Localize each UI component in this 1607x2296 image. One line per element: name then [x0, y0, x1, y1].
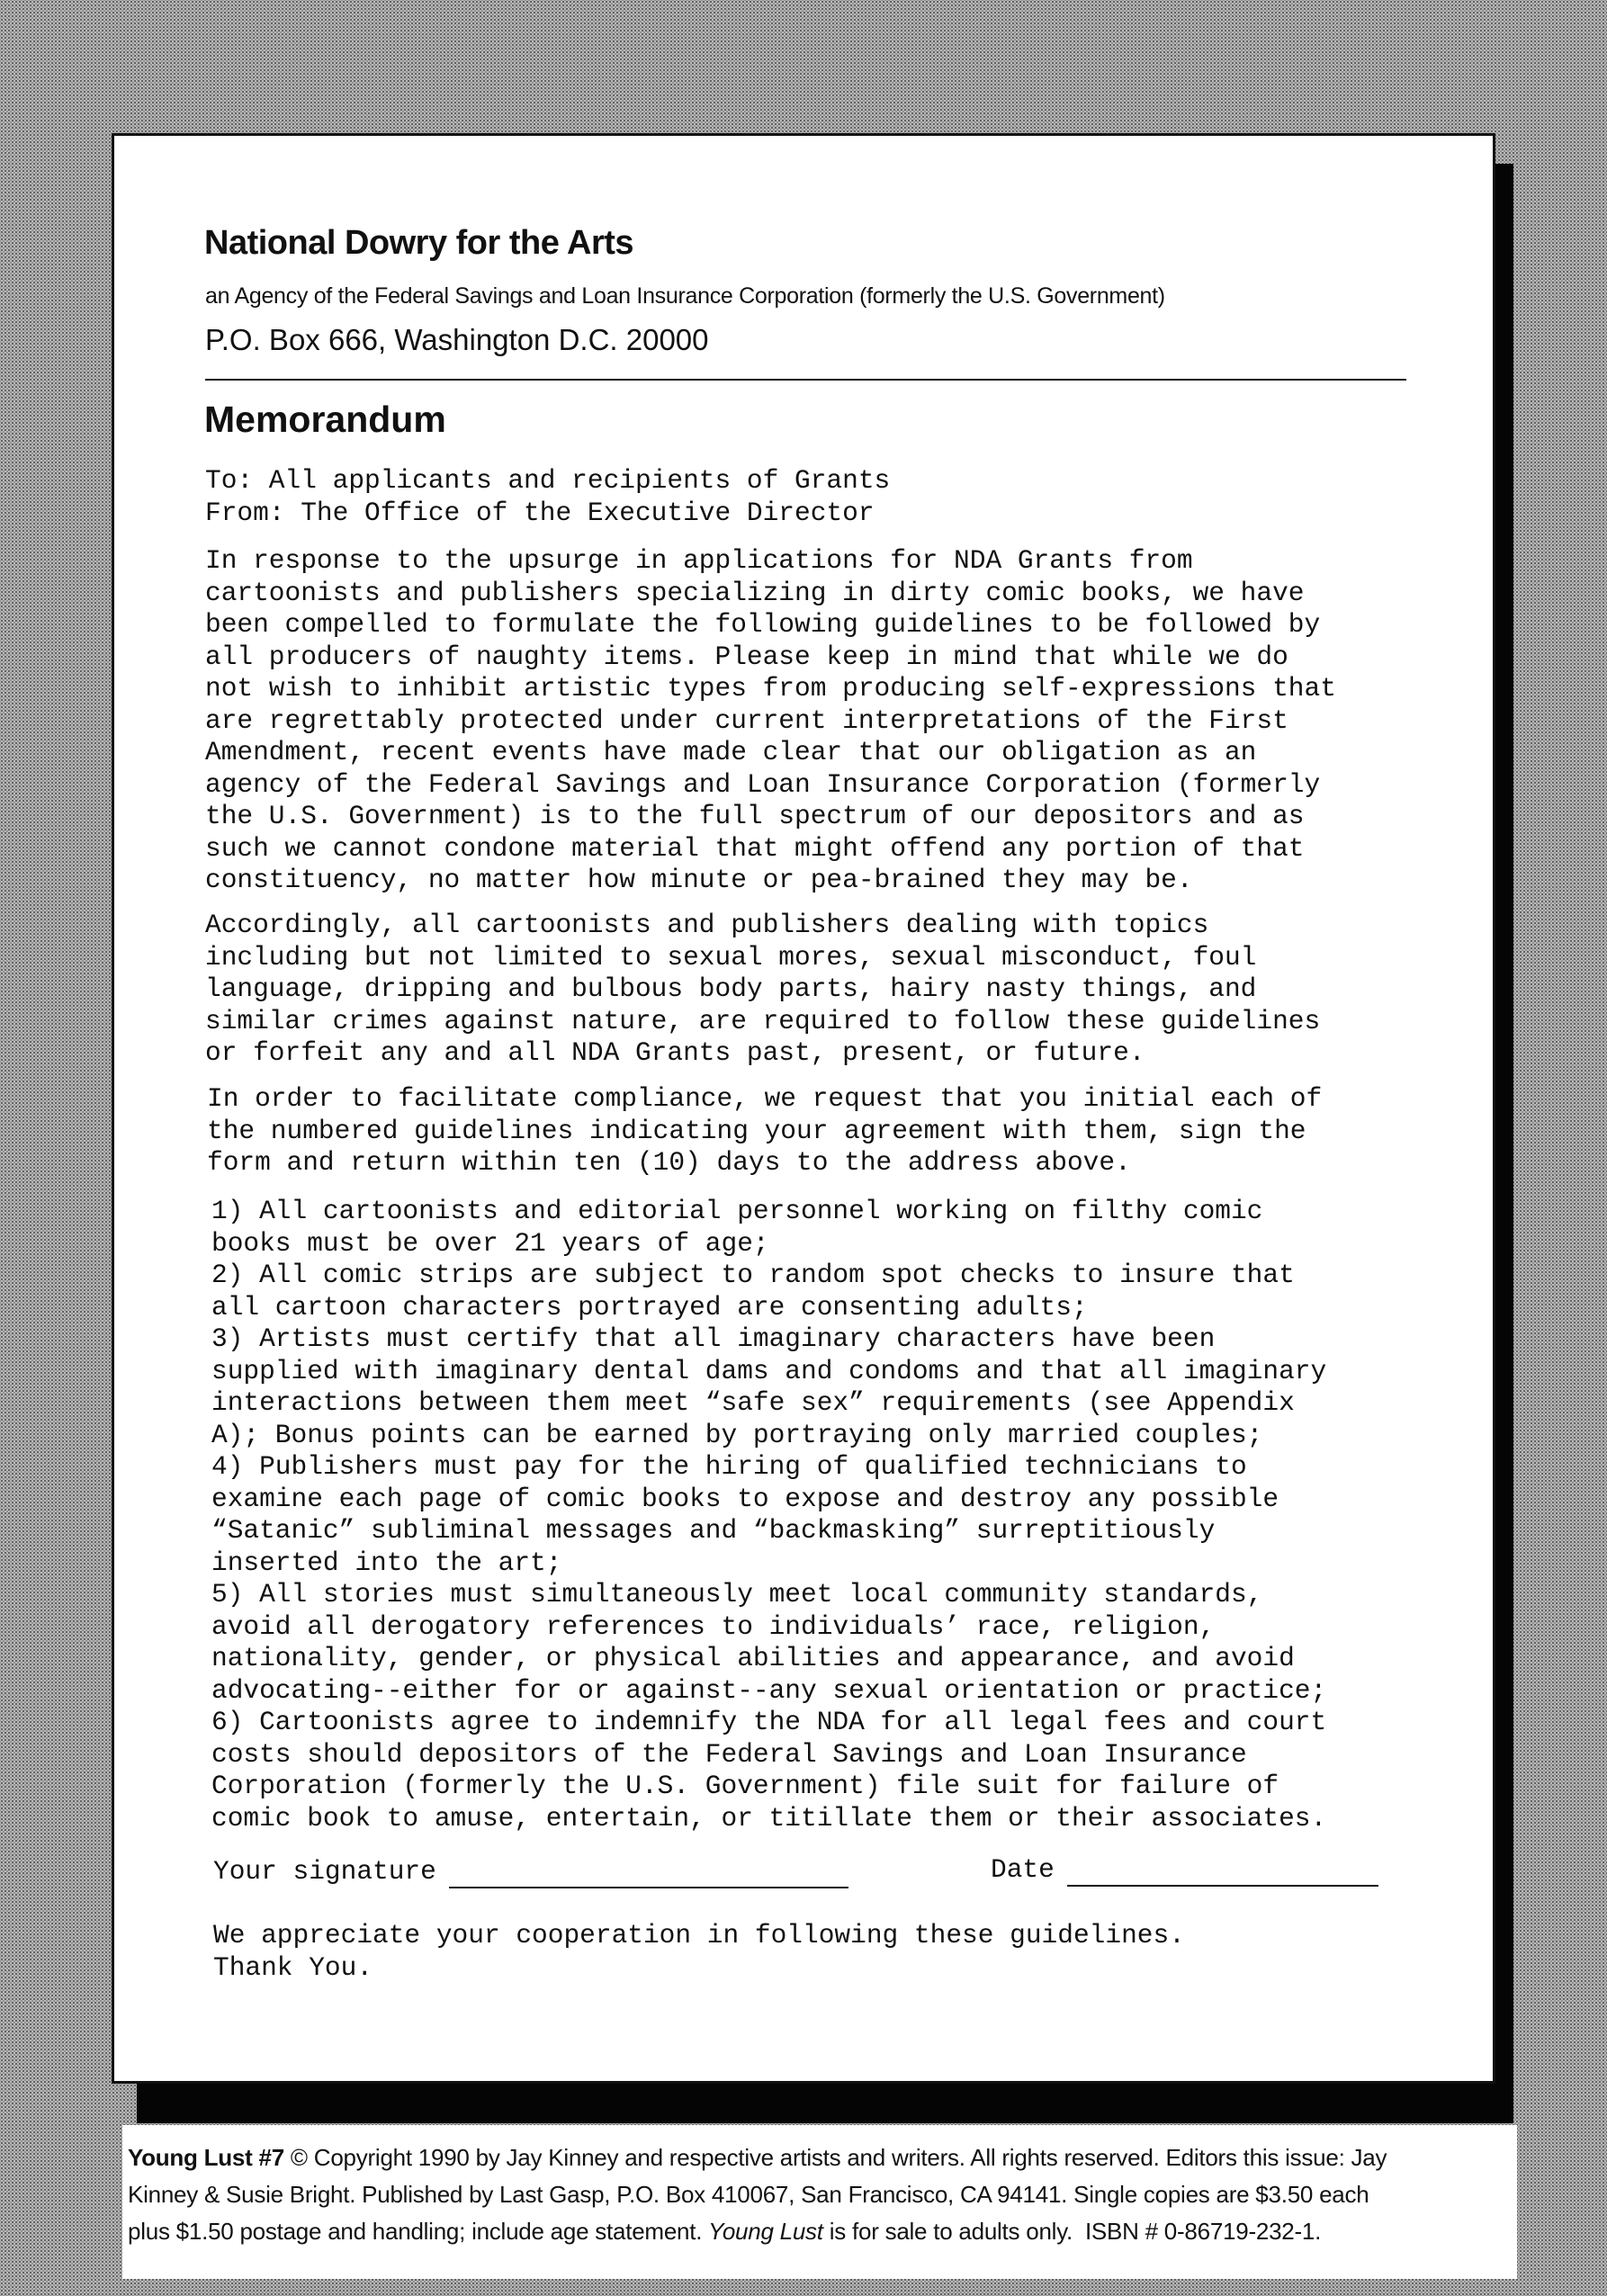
signature-field [213, 1856, 848, 1888]
colophon-box [122, 2125, 1517, 2279]
memo-routing: To: All applicants and recipients of Grants From: The Office of the Executive Director [205, 465, 891, 528]
memo-paragraph-scope: Accordingly, all cartoonists and publishers dealing with topics including but not limited to sexual mores, sexual misconduct, foul language, dripping and bulbous body parts, hairy nasty things, and similar crimes against nature, are required to follow these guidelines or forfeit any and all NDA Grants past, present, or future. [205, 910, 1321, 1068]
agency-address: P.O. Box 666, Washington D.C. 20000 [205, 323, 709, 356]
memo-paragraph-compliance: In order to facilitate compliance, we request that you initial each of the numbered guidelines indicating your agreement with them, sign the form and return within ten (10) days to the address above. [207, 1083, 1323, 1178]
memo-guidelines-list: 1) All cartoonists and editorial personnel working on filthy comic books must be over 21 years of age; 2) All comic strips are subject to random spot checks to insure that all cartoon characters portrayed are consenting adults; 3) Artists must certify that all imaginary characters have been supplied with imaginary dental dams and condoms and that all imaginary interactions between them meet “safe sex” requirements (see Appendix A); Bonus points can be earned by portraying only married couples; 4) Publishers must pay for the hiring of qualified technicians to examine each page of comic books to expose and destroy any possible “Satanic” subliminal messages and “backmasking” surreptitiously inserted into the art; 5) All stories must simultaneously meet local community standards, avoid all derogatory references to individuals’ race, religion, nationality, gender, or physical abilities and appearance, and avoid advocating--either for or against--any sexual orientation or practice; 6) Cartoonists agree to indemnify the NDA for all legal fees and court costs should depositors of the Federal Savings and Loan Insurance Corporation (formerly the U.S. Government) file suit for failure of comic book to amuse, entertain, or titillate them or their associates. [211, 1196, 1327, 1834]
colophon-text [128, 2139, 1517, 2250]
colophon-publisher: Kinney & Susie Bright. Published by Last Gasp, P.O. Box 410067, San Francisco, CA 94141. Single copies are $3.50 each [128, 2181, 1369, 2208]
agency-name: National Dowry for the Arts [204, 224, 634, 262]
colophon-copyright: © Copyright 1990 by Jay Kinney and respective artists and writers. All rights reserved. Editors this issue: Jay [283, 2144, 1387, 2171]
date-blank-line [1067, 1860, 1378, 1887]
signature-label: Your signature [213, 1856, 436, 1887]
agency-tagline: an Agency of the Federal Savings and Loan Insurance Corporation (formerly the U.S. Government) [205, 283, 1165, 309]
memo-sheet [112, 133, 1495, 2084]
memo-closing: We appreciate your cooperation in following these guidelines. Thank You. [213, 1920, 1185, 1983]
date-label: Date [991, 1854, 1055, 1885]
header-divider [205, 379, 1406, 381]
signature-blank-line [449, 1861, 848, 1888]
date-field [991, 1854, 1378, 1887]
memo-paragraph-intro: In response to the upsurge in applications for NDA Grants from cartoonists and publishers specializing in dirty comic books, we have been compelled to formulate the following guidelines to be followed by all producers of naughty items. Please keep in mind that while we do not wish to inhibit artistic types from producing self-expressions that are regrettably protected under current interpretations of the First Amendment, recent events have made clear that our obligation as an agency of the Federal Savings and Loan Insurance Corporation (formerly the U.S. Government) is to the full spectrum of our depositors and as such we cannot condone material that might offend any portion of that constituency, no matter how minute or pea-brained they may be. [205, 545, 1336, 895]
colophon-pricing: plus $1.50 postage and handling; include age statement. [128, 2218, 709, 2245]
colophon-title-italic: Young Lust [708, 2218, 823, 2245]
colophon-isbn: is for sale to adults only. ISBN # 0-86719-232-1. [822, 2218, 1322, 2245]
memo-title: Memorandum [204, 399, 446, 440]
colophon-title: Young Lust #7 [128, 2144, 284, 2171]
